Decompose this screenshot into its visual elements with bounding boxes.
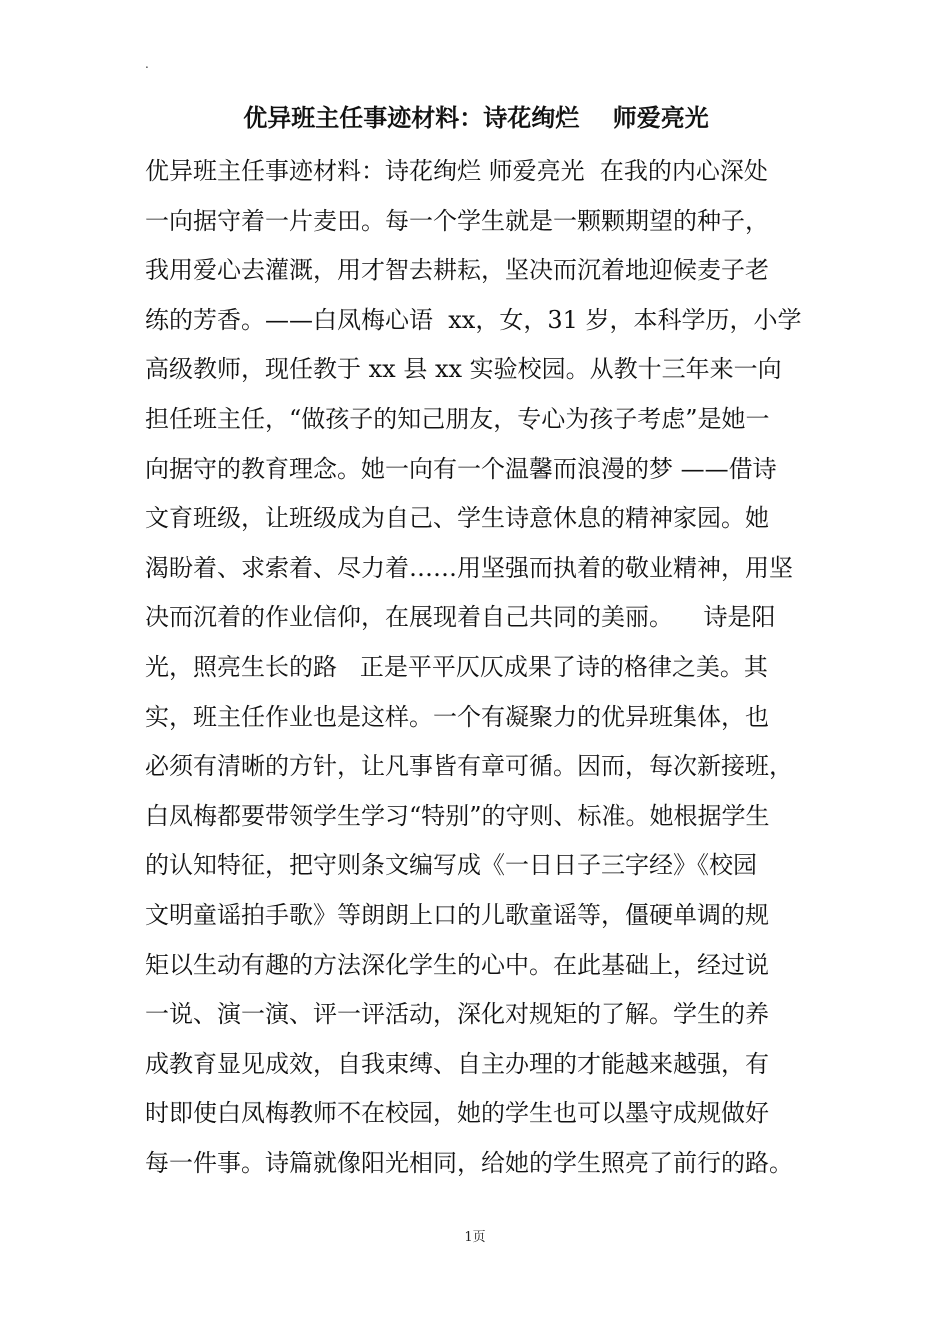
body-line: 每一件事。诗篇就像阳光相同，给她的学生照亮了前行的路。 bbox=[145, 1148, 793, 1177]
body-line: 文育班级，让班级成为自己、学生诗意休息的精神家园。她 bbox=[145, 504, 769, 533]
body-line: 一说、演一演、评一评活动，深化对规矩的了解。学生的养 bbox=[145, 1000, 769, 1029]
body-line: 优异班主任事迹材料：诗花绚烂 师爱亮光 在我的内心深处 bbox=[145, 157, 768, 185]
body-line: 成教育显见成效，自我束缚、自主办理的才能越来越强，有 bbox=[145, 1049, 769, 1078]
body-line: 光，照亮生长的路 正是平平仄仄成果了诗的格律之美。其 bbox=[145, 652, 768, 681]
body-line: 文明童谣拍手歌》等朗朗上口的儿歌童谣等，僵硬单调的规 bbox=[145, 900, 769, 929]
body-line: 的认知特征，把守则条文编写成《一日日子三字经》《校园 bbox=[145, 851, 757, 880]
body-line: 渴盼着、求索着、尽力着……用坚强而执着的敬业精神，用坚 bbox=[145, 553, 793, 582]
body-line: 练的芳香。——白凤梅心语 xx，女，31 岁，本科学历，小学 bbox=[145, 305, 802, 334]
body-line: 矩以生动有趣的方法深化学生的心中。在此基础上，经过说 bbox=[145, 950, 769, 979]
body-line: 一向据守着一片麦田。每一个学生就是一颗颗期望的种子， bbox=[145, 206, 769, 235]
body-line: 担任班主任，“做孩子的知己朋友，专心为孩子考虑”是她一 bbox=[145, 404, 770, 433]
body-line: 时即使白凤梅教师不在校园，她的学生也可以墨守成规做好 bbox=[145, 1099, 769, 1128]
body-line: 决而沉着的作业信仰，在展现着自己共同的美丽。 诗是阳 bbox=[145, 603, 776, 632]
body-text bbox=[145, 147, 815, 1188]
body-line: 向据守的教育理念。她一向有一个温馨而浪漫的梦 ——借诗 bbox=[145, 454, 777, 483]
page-number: 1页 bbox=[464, 1230, 486, 1245]
body-line: 白凤梅都要带领学生学习“特别”的守则、标准。她根据学生 bbox=[145, 801, 770, 830]
body-line: 实，班主任作业也是这样。一个有凝聚力的优异班集体，也 bbox=[145, 702, 769, 731]
body-line: 必须有清晰的方针，让凡事皆有章可循。因而，每次新接班， bbox=[145, 752, 793, 781]
body-line: 我用爱心去灌溉，用才智去耕耘，坚决而沉着地迎候麦子老 bbox=[145, 256, 769, 285]
body-line: 高级教师，现任教于 xx 县 xx 实验校园。从教十三年来一向 bbox=[145, 355, 782, 384]
document-title: 优异班主任事迹材料：诗花绚烂 师爱亮光 bbox=[243, 104, 709, 132]
corner-mark: . bbox=[145, 57, 149, 71]
